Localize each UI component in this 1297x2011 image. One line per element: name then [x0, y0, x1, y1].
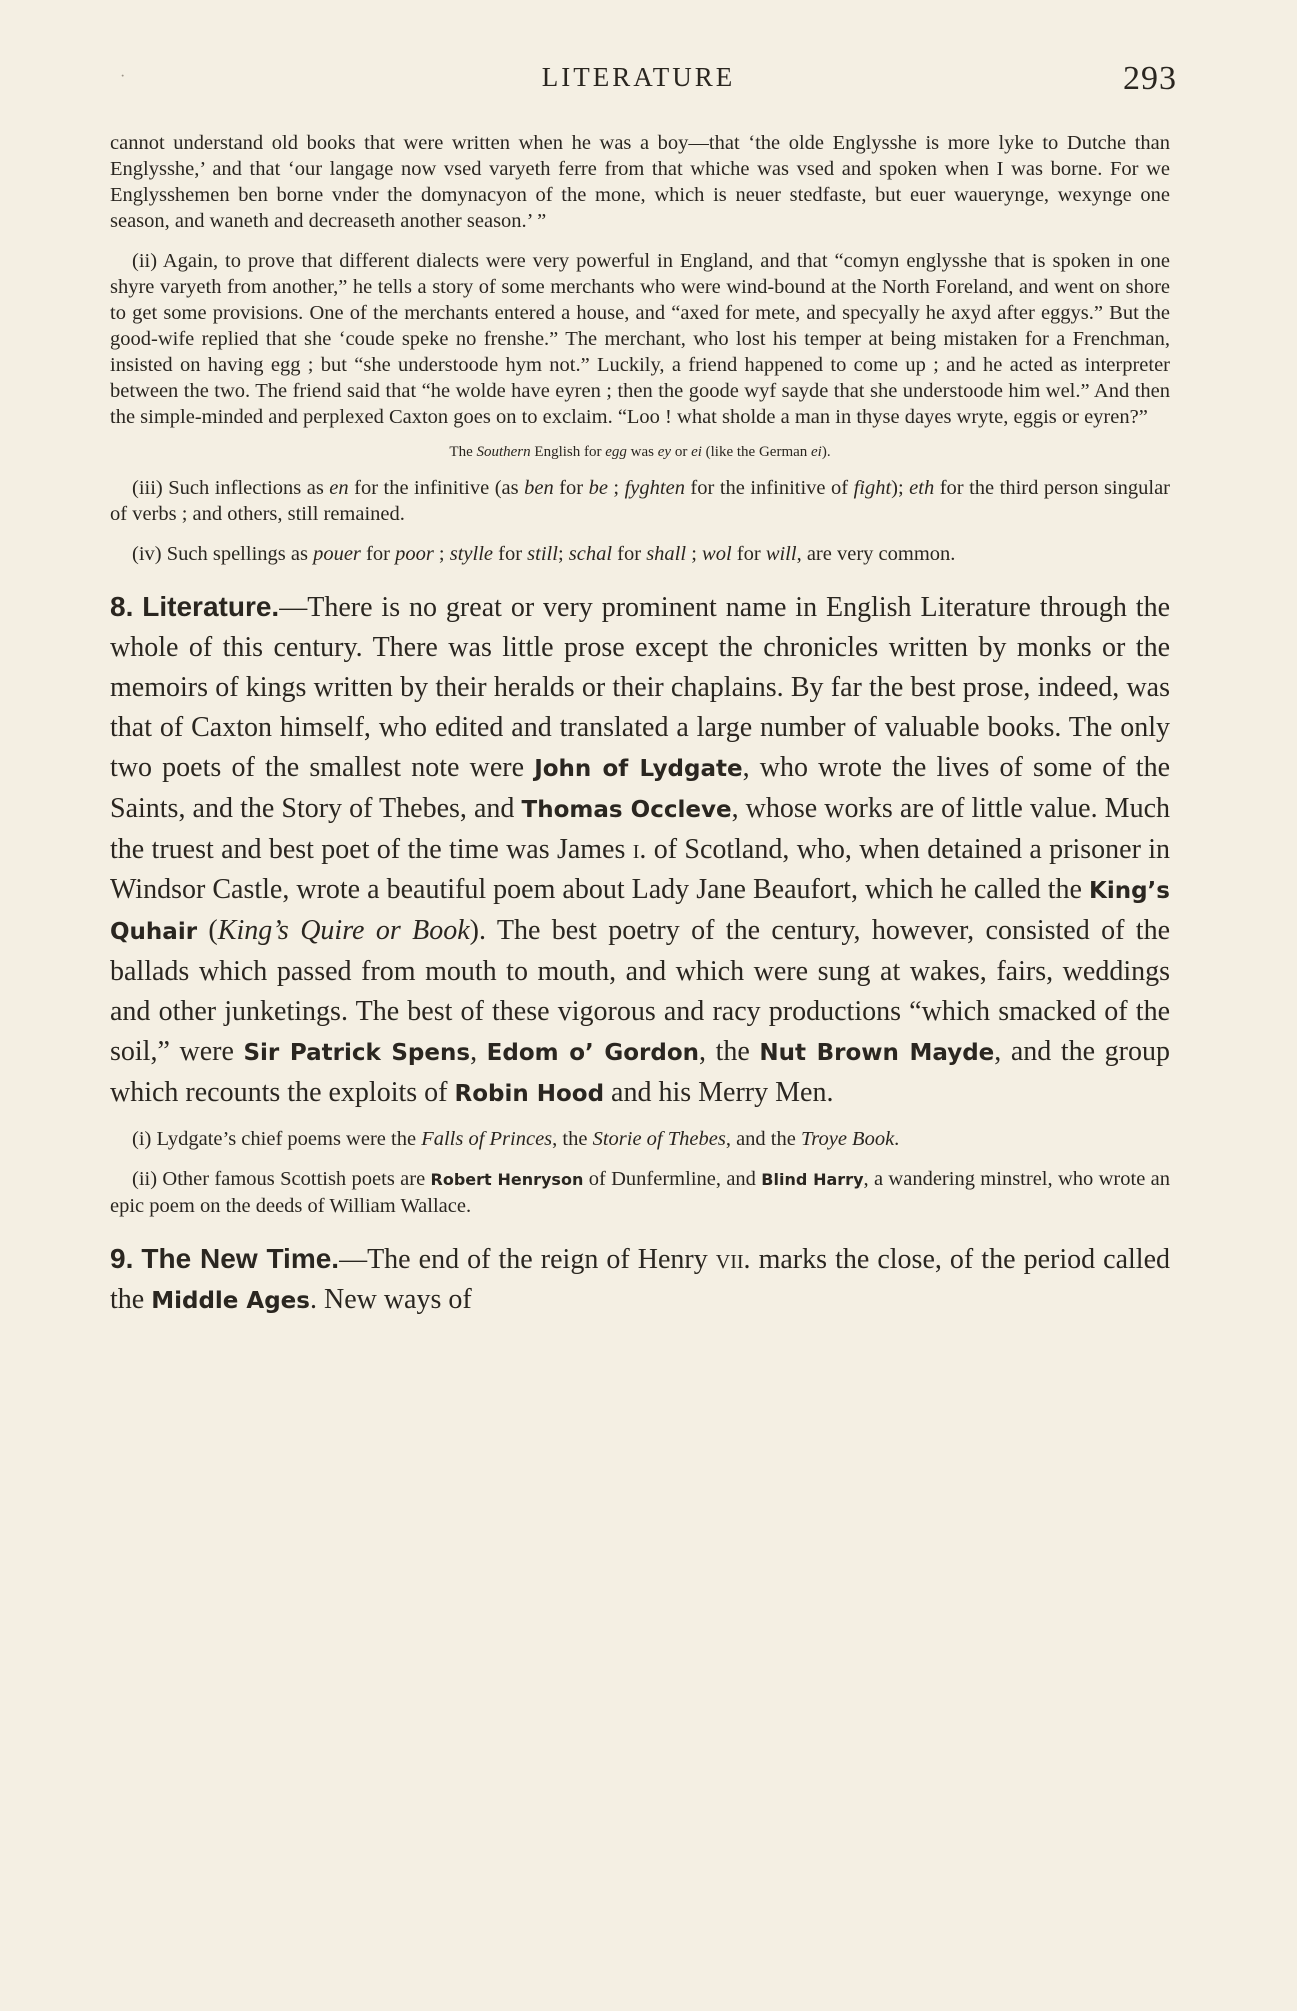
- section-9-new-time: 9. The New Time.—The end of the reign of Henry vii. marks the close, of the period called the Middle Ages. New ways of: [110, 1243, 1170, 1315]
- section-8-literature: 8. Literature.—There is no great or very prominent name in English Literature through the whole of this century. There was little prose except the chronicles written by monks or the memoirs of kings written by their heralds or their chaplains. By far the best prose, indeed, was that of Caxton himself, who edited and translated a large number of valuable books. The only two poets of the smallest note were John of Lydgate, who wrote the lives of some of the Saints, and the Story of Thebes, and Thomas Occleve, whose works are of little value. Much the truest and best poet of the time was James i. of Scotland, who, when detained a prisoner in Windsor Castle, wrote a beautiful poem about Lady Jane Beaufort, which he called the King’s Quhair (King’s Quire or Book). The best poetry of the century, however, consisted of the ballads which passed from mouth to mouth, and which were sung at wakes, fairs, weddings and other junketings. The best of these vigorous and racy productions “which smacked of the soil,” were Sir Patrick Spens, Edom o’ Gordon, the Nut Brown Mayde, and the group which recounts the exploits of Robin Hood and his Merry Men.: [110, 591, 1171, 1108]
- note-8-ii-scottish-poets: (ii) Other famous Scottish poets are Robert Henryson of Dunfermline, and Blind Harry, a wandering minstrel, who wrote an epic poem on the deeds of William Wallace.: [110, 1168, 1170, 1217]
- section-8-number: 8.: [110, 591, 134, 622]
- note-ii-caxton-eggs: (ii) Again, to prove that different dialects were very powerful in England, and that “comyn englysshe that is spoken in one shyre varyeth from another,” he tells a story of some merchants who were wind-bound at the North Foreland, and went on shore to get some provisions. One of the merchants entered a house, and “axed for mete, and specyally he axyd after eggys.” But the good-wife replied that she ‘coude speke no frenshe.” The merchant, who lost his temper at being mistaken for a Frenchman, insisted on having egg ; but “she understoode hym not.” Luckily, a friend happened to come up ; and he acted as interpreter between the two. The friend said that “he wolde have eyren ; then the goode wyf sayde that she understoode him wel.” And then the simple-minded and perplexed Caxton goes on to exclaim. “Loo ! what sholde a man in thyse dayes wryte, eggis or eyren?”: [110, 250, 1170, 428]
- section-9-title: The New Time.: [141, 1243, 340, 1274]
- note-8-i-lydgate: (i) Lydgate’s chief poems were the Falls of Princes, the Storie of Thebes, and the Troye Book.: [132, 1128, 900, 1150]
- section-8-title: Literature.: [142, 591, 280, 622]
- running-header: [100, 60, 1177, 100]
- paragraph-continuation: cannot understand old books that were written when he was a boy—that ‘the olde Englysshe is more lyke to Dutche than Englysshe,’ and that ‘our langage now vsed varyeth ferre from that whiche was vsed and spoken when I was borne. For we Englysshemen ben borne vnder the domynacyon of the mone, which is neuer stedfaste, but euer wauerynge, wexynge one season, and waneth and decreaseth another season.’ ”: [110, 132, 1170, 232]
- note-iv-spellings: (iv) Such spellings as pouer for poor ; stylle for still; schal for shall ; wol for will, are very common.: [132, 543, 956, 565]
- header-title: LITERATURE: [541, 62, 736, 92]
- section-9-number: 9.: [110, 1243, 134, 1274]
- note-iii-inflections: (iii) Such inflections as en for the infinitive (as ben for be ; fyghten for the infinitive of fight); eth for the third person singular of verbs ; and others, still remained.: [110, 477, 1171, 525]
- header-mark: ·: [120, 68, 126, 85]
- page-number: 293: [1123, 60, 1177, 97]
- page-content: [110, 130, 1170, 1333]
- footnote-egg: The Southern English for egg was ey or ei (like the German ei).: [449, 444, 831, 460]
